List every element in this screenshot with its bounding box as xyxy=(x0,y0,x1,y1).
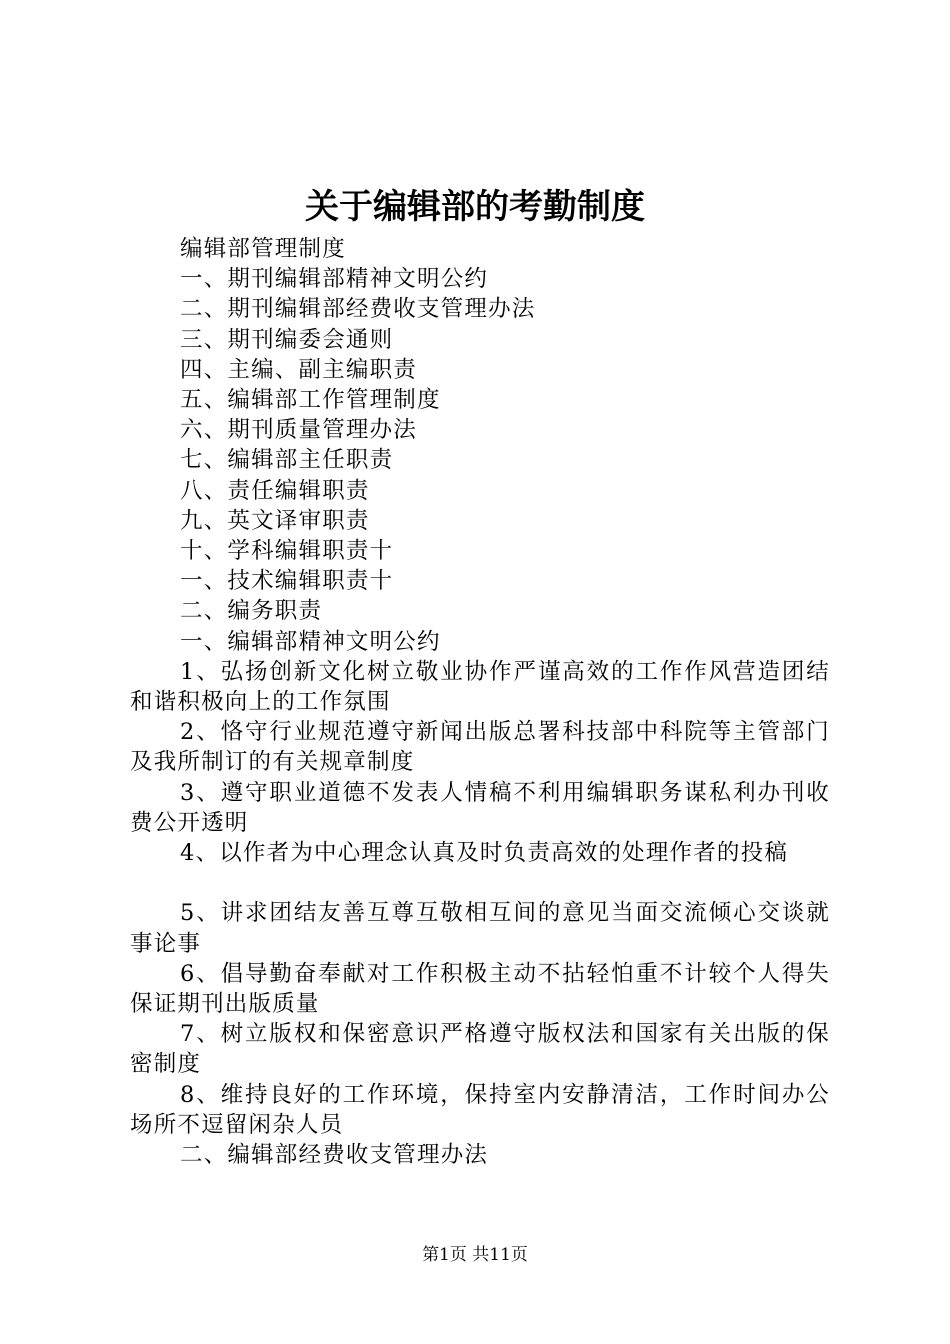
paragraph: 3、遵守职业道德不发表人情稿不利用编辑职务谋私利办刊收费公开透明 xyxy=(130,779,830,836)
paragraph: 5、讲求团结友善互尊互敬相互间的意见当面交流倾心交谈就事论事 xyxy=(130,900,830,957)
toc-line: 一、技术编辑职责十 xyxy=(180,568,394,595)
toc-line: 七、编辑部主任职责 xyxy=(180,447,394,474)
section-heading: 二、编辑部经费收支管理办法 xyxy=(180,1142,489,1169)
paragraph: 2、恪守行业规范遵守新闻出版总署科技部中科院等主管部门及我所制订的有关规章制度 xyxy=(130,719,830,776)
toc-line: 八、责任编辑职责 xyxy=(180,477,370,504)
paragraph: 6、倡导勤奋奉献对工作积极主动不拈轻怕重不计较个人得失保证期刊出版质量 xyxy=(130,960,830,1018)
toc-line: 一、期刊编辑部精神文明公约 xyxy=(180,266,489,293)
toc-line: 一、编辑部精神文明公约 xyxy=(180,628,441,655)
page-footer: 第1页 共11页 xyxy=(422,1245,528,1265)
toc-line: 十、学科编辑职责十 xyxy=(180,538,394,565)
document-title: 关于编辑部的考勤制度 xyxy=(305,187,645,227)
document-body xyxy=(130,234,830,1170)
toc-line: 九、英文译审职责 xyxy=(180,507,370,534)
toc-line: 六、期刊质量管理办法 xyxy=(180,417,418,444)
paragraph: 7、树立版权和保密意识严格遵守版权法和国家有关出版的保密制度 xyxy=(130,1021,830,1078)
blank-line xyxy=(130,868,830,898)
toc-line: 二、编务职责 xyxy=(180,598,323,625)
paragraph: 8、维持良好的工作环境，保持室内安静清洁，工作时间办公场所不逗留闲杂人员 xyxy=(130,1081,830,1138)
toc-line: 三、期刊编委会通则 xyxy=(180,326,394,353)
toc-line: 四、主编、副主编职责 xyxy=(180,356,418,383)
paragraph: 4、以作者为中心理念认真及时负责高效的处理作者的投稿 xyxy=(180,840,789,867)
paragraph: 1、弘扬创新文化树立敬业协作严谨高效的工作作风营造团结和谐积极向上的工作氛围 xyxy=(130,658,830,716)
toc-line: 编辑部管理制度 xyxy=(180,236,346,262)
toc-line: 二、期刊编辑部经费收支管理办法 xyxy=(180,296,536,323)
toc-line: 五、编辑部工作管理制度 xyxy=(180,387,441,414)
